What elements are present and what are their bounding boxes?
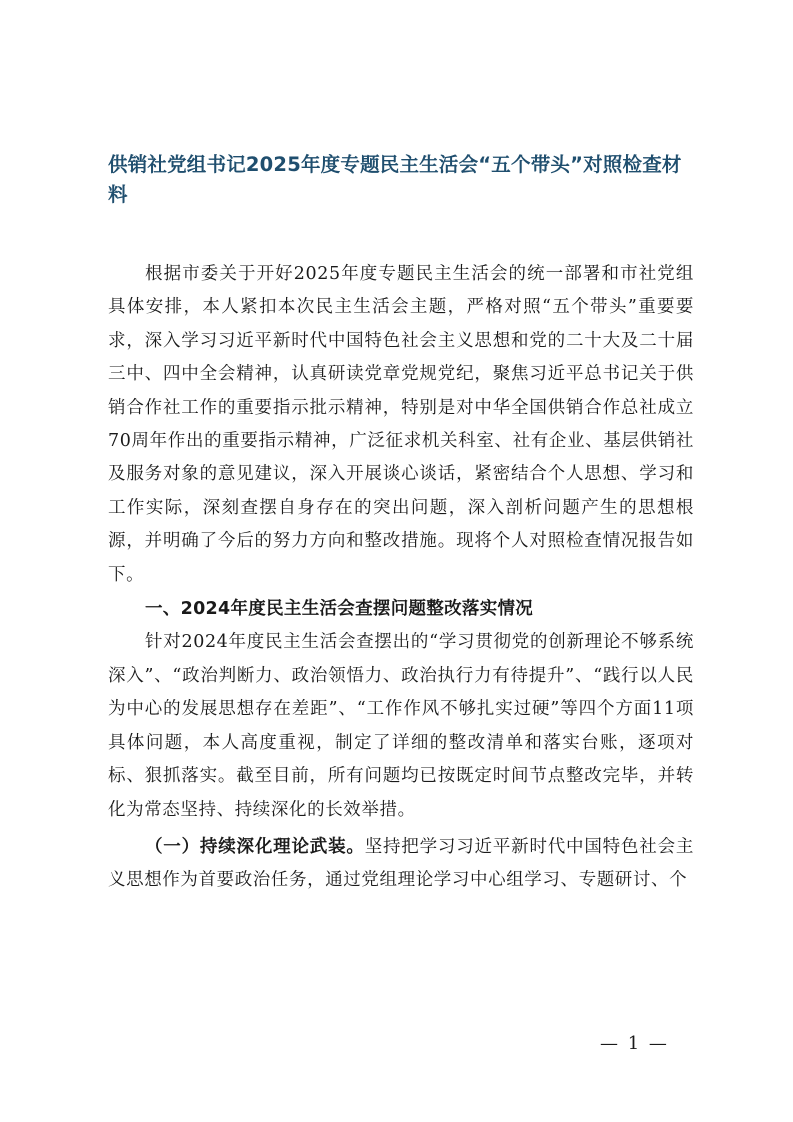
intro-paragraph: 根据市委关于开好2025年度专题民主生活会的统一部署和市社党组具体安排，本人紧扣本次民主生活会主题，严格对照“五个带头”重要要求，深入学习习近平新时代中国特色社会主义思想和党的二十大及二十届三中、四中全会精神，认真研读党章党规党纪，聚焦习近平总书记关于供销合作社工作的重要指示批示精神，特别是对中华全国供销合作总社成立70周年作出的重要指示精神，广泛征求机关科室、社有企业、基层供销社及服务对象的意见建议，深入开展谈心谈话，紧密结合个人思想、学习和工作实际，深刻查摆自身存在的突出问题，深入剖析问题产生的思想根源，并明确了今后的努力方向和整改措施。现将个人对照检查情况报告如下。 [108,264,694,585]
document-body [108,258,694,898]
section-paragraph: 针对2024年度民主生活会查摆出的“学习贯彻党的创新理论不够系统深入”、“政治判断力、政治领悟力、政治执行力有待提升”、“践行以人民为中心的发展思想存在差距”、“工作作风不够扎实过硬”等四个方面11项具体问题，本人高度重视，制定了详细的整改清单和落实台账，逐项对标、狠抓落实。截至目前，所有问题均已按既定时间节点整改完毕，并转化为常态坚持、持续深化的长效举措。 [108,632,694,820]
subsection-paragraph [108,831,694,898]
document-title: 供销社党组书记2025年度专题民主生活会“五个带头”对照检查材料 [108,153,682,206]
page-number: — 1 — [600,1033,669,1054]
subsection-heading: （一）持续深化理论武装。 [145,836,365,857]
subsection-text: 坚持把学习习近平新时代中国特色社会主义思想作为首要政治任务，通过党组理论学习中心组学习、专题研讨、个 [108,836,694,891]
section-heading: 一、2024年度民主生活会查摆问题整改落实情况 [145,599,534,620]
